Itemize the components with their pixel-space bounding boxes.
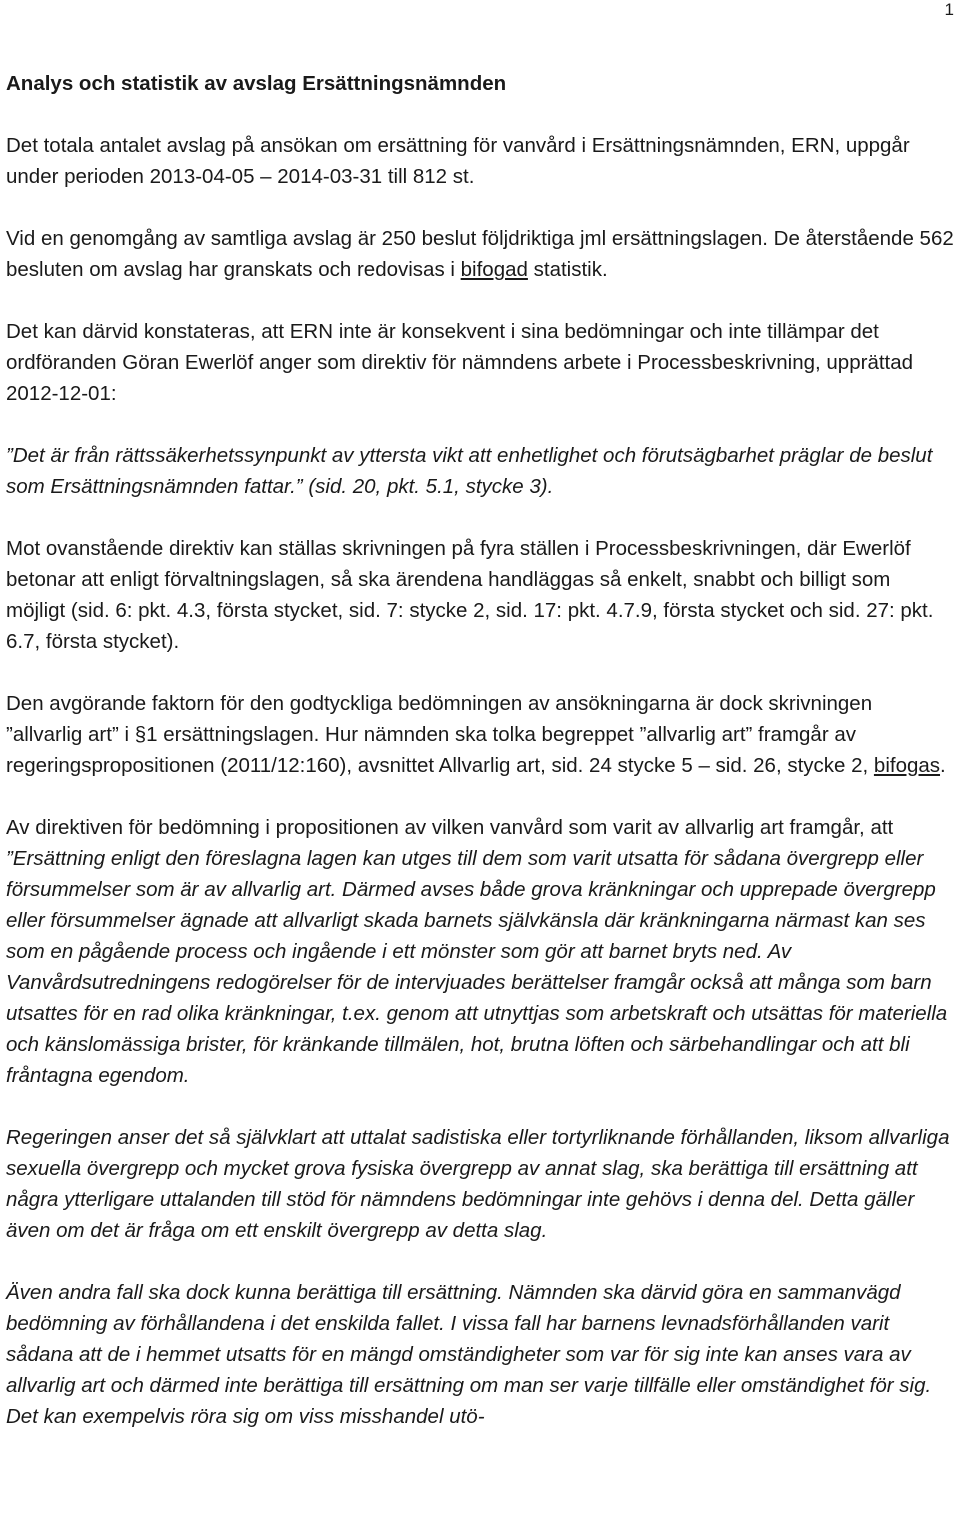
paragraph-administrative-law: Mot ovanstående direktiv kan ställas skrivningen på fyra ställen i Processbeskrivningen, där Ewerlöf betonar att enligt förvaltningslagen, så ska ärendena handläggas så enkelt, snabbt och billigt som möjligt (sid. 6: pkt. 4.3, första stycket, sid. 7: stycke 2, sid. 17: pkt. 4.7.9, första stycket och sid. 27: pkt. 6.7, första stycket). (6, 537, 934, 653)
paragraph-review-tail: statistik. (527, 258, 608, 281)
attached-statistics-link[interactable]: bifogad (460, 258, 528, 281)
page-number: 1 (944, 0, 954, 19)
paragraph-review-text: Vid en genomgång av samtliga avslag är 250 beslut följdriktiga jml ersättningslagen. De återstående 562 besluten om avslag har granskats och redovisas i (6, 227, 954, 281)
paragraph-directives-intro: Av direktiven för bedömning i propositionen av vilken vanvård som varit av allvarlig art framgår, att (6, 816, 894, 839)
paragraph-review-summary (6, 223, 954, 285)
paragraph-decisive-factor (6, 688, 954, 781)
document-body (6, 69, 954, 1463)
block-quote: ”Det är från rättssäkerhetssynpunkt av yttersta vikt att enhetlighet och förutsägbarhet präglar de beslut som Ersättningsnämnden fattar.” (sid. 20, pkt. 5.1, stycke 3). (6, 444, 933, 498)
attached-proposition-link[interactable]: bifogas (873, 754, 941, 777)
paragraph-inconsistency: Det kan därvid konstateras, att ERN inte är konsekvent i sina bedömningar och inte tillämpar det ordföranden Göran Ewerlöf anger som direktiv för nämndens arbete i Processbeskrivning, upprättad 2012-12-01: (6, 320, 914, 405)
paragraph-other-cases: Även andra fall ska dock kunna berättiga till ersättning. Nämnden ska därvid göra en sammanvägd bedömning av förhållandena i det enskilda fallet. I vissa fall har barnens levnadsförhållanden varit sådana att de i hemmet utsatts för en mängd omständigheter som var för sig inte kan anses vara av allvarlig art och därmed inte berättiga till ersättning om man ser varje tillfälle eller omständighet för sig. Det kan exempelvis röra sig om viss misshandel utö- (6, 1281, 932, 1428)
paragraph-decisive-text: Den avgörande faktorn för den godtyckliga bedömningen av ansökningarna är dock skrivningen ”allvarlig art” i §1 ersättningslagen. Hur nämnden ska tolka begreppet ”allvarlig art” framgår av regeringspropositionen (2011/12:160), avsnittet Allvarlig art, sid. 24 stycke 5 – sid. 26, stycke 2, (6, 692, 874, 777)
document-title: Analys och statistik av avslag Ersättningsnämnden (6, 72, 507, 95)
paragraph-total-rejections: Det totala antalet avslag på ansökan om ersättning för vanvård i Ersättningsnämnden, ERN, uppgår under perioden 2013-04-05 – 2014-03-31 till 812 st. (6, 134, 910, 188)
paragraph-decisive-tail: . (940, 754, 946, 777)
paragraph-government-view: Regeringen anser det så självklart att uttalat sadistiska eller tortyrliknande förhållanden, liksom allvarliga sexuella övergrepp och mycket grova fysiska övergrepp av annat slag, ska berättiga till ersättning att några ytterligare uttalanden till stöd för nämndens bedömningar inte gehövs i denna del. Detta gäller även om det är fråga om ett enskilt övergrepp av detta slag. (6, 1126, 950, 1242)
proposition-quote: ”Ersättning enligt den föreslagna lagen kan utges till dem som varit utsatta för sådana övergrepp eller försummelser som är av allvarlig art. Därmed avses både grova kränkningar och upprepade övergrepp eller försummelser ägnade att allvarligt skada barnets självkänsla där kränkningarna närmast kan ses som en pågående process och ingående i ett mönster som gör att barnet bryts ned. Av Vanvårdsutredningens redogörelser för de intervjuades berättelser framgår också att många som barn utsattes för en rad olika kränkningar, t.ex. genom att utnyttjas som arbetskraft och utsättas för materiella och känslomässiga brister, för kränkande tillmälen, hot, brutna löften och särbehandlingar och att bli fråntagna egendom. (6, 847, 948, 1087)
paragraph-proposition-directives (6, 812, 954, 1091)
